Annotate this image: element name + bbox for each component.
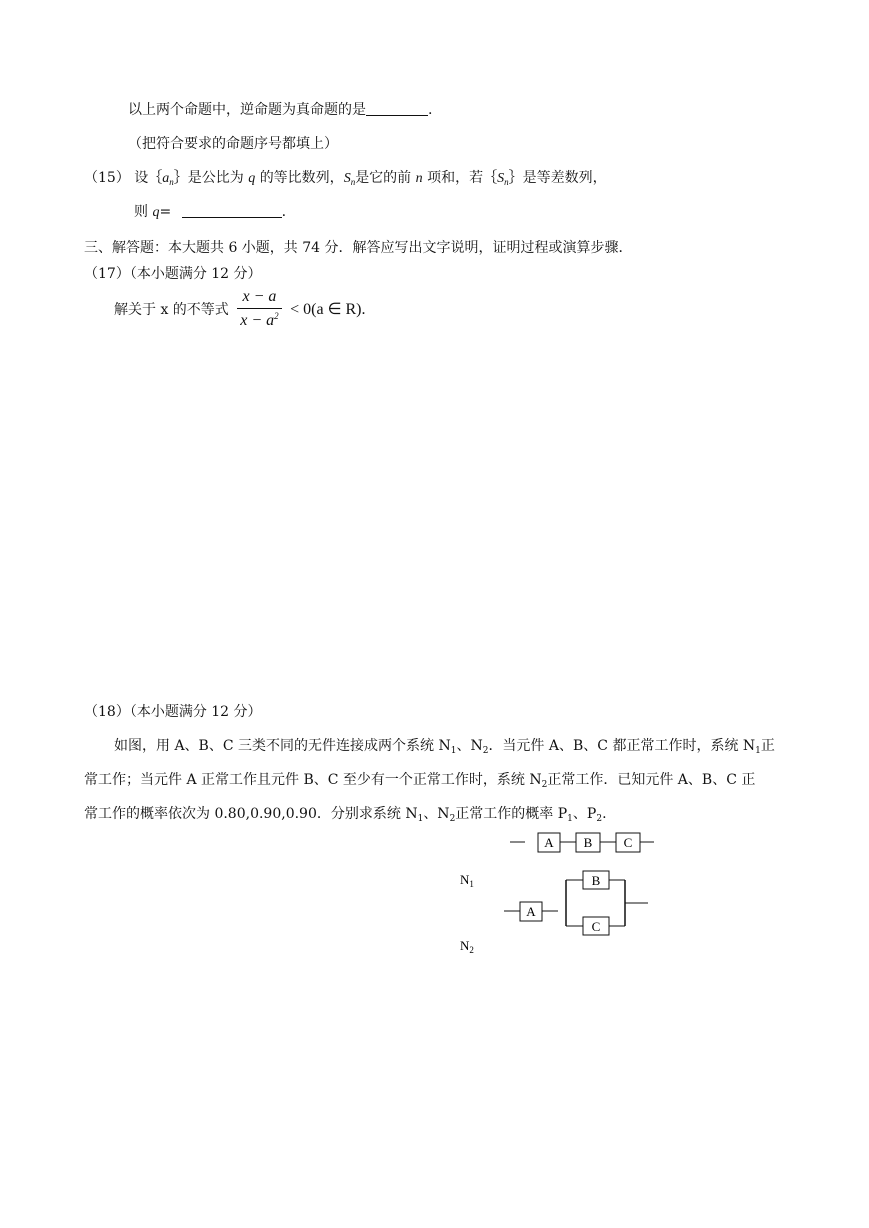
math-subscript: n <box>504 177 509 187</box>
period: . <box>428 102 433 118</box>
math-var: a <box>162 171 170 186</box>
text-segment: 、P <box>572 806 597 822</box>
subscript: 2 <box>449 814 456 824</box>
n1-subscript: 1 <box>469 879 474 889</box>
question-18-line-2 <box>84 770 755 795</box>
text-segment: 常工作的概率依次为 0.80,0.90,0.90．分别求系统 N <box>84 806 418 822</box>
circuit-diagram <box>440 820 680 970</box>
denominator-base: x − a <box>240 312 275 329</box>
math-subscript: n <box>350 177 356 187</box>
statement-line <box>128 100 432 120</box>
text-segment: . <box>602 806 607 822</box>
text-segment: 是它的前 <box>355 170 412 186</box>
text-segment: ｝是公比为 <box>173 170 244 186</box>
question-15-answer-line <box>134 202 286 223</box>
n2-subscript: 2 <box>469 945 474 955</box>
math-subscript: n <box>169 177 174 187</box>
n1-label-a: A <box>544 835 554 850</box>
subscript: 2 <box>596 814 603 824</box>
denominator-exponent: 2 <box>274 311 279 321</box>
question-17-body <box>114 288 366 330</box>
text-segment: ｝是等差数列， <box>508 170 607 186</box>
subscript: 1 <box>567 814 573 824</box>
system-label-n1 <box>460 872 474 889</box>
text-segment: 如图，用 A、B、C 三类不同的无件连接成两个系统 N <box>114 738 451 754</box>
text-segment: 正常工作的概率 P <box>455 806 568 822</box>
question-17-header: （17）（本小题满分 12 分） <box>84 266 262 282</box>
prompt-text: 解关于 x 的不等式 <box>114 302 229 318</box>
fraction-numerator: x − a <box>237 288 281 309</box>
text-segment: 项和，若｛ <box>427 170 498 186</box>
text-segment: 正常工作．已知元件 A、B、C 正 <box>547 772 756 788</box>
system-n2 <box>504 871 648 935</box>
n1-label-c: C <box>623 835 633 850</box>
text-segment: 设｛ <box>134 170 163 186</box>
statement-text: 以上两个命题中，逆命题为真命题的是 <box>128 102 366 118</box>
subscript: 1 <box>755 746 761 756</box>
math-var: S <box>497 171 505 186</box>
question-18-header: （18）（本小题满分 12 分） <box>84 704 262 720</box>
system-label-n2 <box>460 938 474 955</box>
question-number: （15） <box>84 170 130 186</box>
math-var: q <box>152 205 160 220</box>
math-var: n <box>415 171 423 186</box>
math-var: S <box>343 171 351 186</box>
equals-sign: = <box>159 204 172 220</box>
instruction-line: （把符合要求的命题序号都填上） <box>128 136 338 152</box>
text-segment: 正 <box>760 738 775 754</box>
text-segment: 的等比数列， <box>259 170 344 186</box>
fraction-denominator <box>237 309 281 330</box>
inequality-tail: < 0(a ∈ R). <box>290 301 366 318</box>
fraction <box>237 288 281 330</box>
n1-letter: N <box>460 872 470 887</box>
text-segment: 、N <box>456 738 483 754</box>
section-heading: 三、解答题：本大题共 6 小题，共 74 分．解答应写出文字说明，证明过程或演算步骤． <box>84 240 633 256</box>
subscript: 2 <box>482 746 489 756</box>
text-segment: 、N <box>423 806 450 822</box>
period: . <box>281 204 287 220</box>
answer-blank[interactable] <box>182 202 282 218</box>
system-n1 <box>510 833 654 852</box>
n1-label-b: B <box>583 835 593 850</box>
text-segment: 则 <box>134 204 148 220</box>
question-15 <box>84 168 607 192</box>
n2-label-a: A <box>526 904 536 919</box>
text-segment: 常工作；当元件 A 正常工作且元件 B、C 至少有一个正常工作时，系统 N <box>84 772 542 788</box>
question-18-line-1 <box>114 736 775 761</box>
answer-blank[interactable] <box>366 100 428 116</box>
text-segment: ．当元件 A、B、C 都正常工作时，系统 N <box>488 738 756 754</box>
n2-label-c: C <box>591 919 601 934</box>
subscript: 1 <box>450 746 457 756</box>
subscript: 1 <box>417 814 424 824</box>
n2-letter: N <box>460 938 470 953</box>
math-var: q <box>248 171 256 186</box>
n2-label-b: B <box>591 873 601 888</box>
subscript: 2 <box>541 780 548 790</box>
